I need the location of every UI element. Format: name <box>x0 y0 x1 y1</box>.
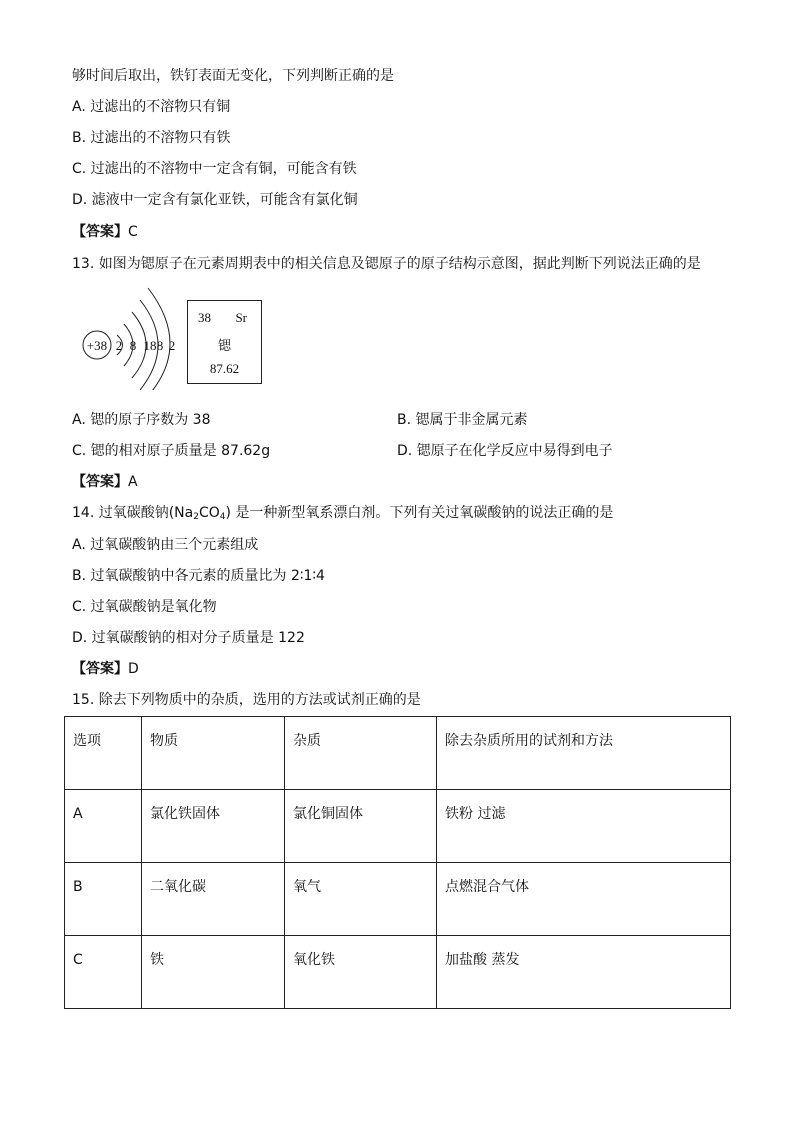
table-header-cell: 物质 <box>142 717 285 790</box>
table-cell: A <box>65 790 142 863</box>
shell-electron-count: 18 <box>143 338 157 353</box>
answer-label: 【答案】 <box>72 474 128 490</box>
q12-option-c: C. 过滤出的不溶物中一定含有铜，可能含有铁 <box>72 161 357 177</box>
answer-value: C <box>128 224 138 240</box>
table-header-row <box>65 717 731 790</box>
atomic-mass: 87.62 <box>209 361 240 376</box>
table-cell: 点燃混合气体 <box>437 863 731 936</box>
q12-stem-tail: 够时间后取出，铁钉表面无变化，下列判断正确的是 <box>72 68 394 84</box>
answer-value: A <box>128 474 138 490</box>
q14-option-d: D. 过氧碳酸钠的相对分子质量是 122 <box>72 630 305 646</box>
q14-stem-prefix: 14. 过氧碳酸钠(Na <box>72 505 194 521</box>
nucleus-charge: +38 <box>86 338 108 353</box>
table-cell: 氧气 <box>285 863 437 936</box>
q14-stem-mid: CO <box>198 505 220 521</box>
q15-stem: 15. 除去下列物质中的杂质，选用的方法或试剂正确的是 <box>72 692 421 708</box>
table-cell: 氯化铜固体 <box>285 790 437 863</box>
q14-answer <box>72 659 139 679</box>
shell-electron-count: 2 <box>115 338 123 353</box>
q12-answer <box>72 222 138 242</box>
table-cell: 加盐酸 蒸发 <box>437 936 731 1009</box>
table-header-cell: 杂质 <box>285 717 437 790</box>
table-cell: 铁 <box>142 936 285 1009</box>
periodic-table-cell <box>187 300 262 384</box>
table-cell: 铁粉 过滤 <box>437 790 731 863</box>
answer-label: 【答案】 <box>72 224 128 240</box>
q13-option-c: C. 锶的相对原子质量是 87.62g <box>72 443 271 459</box>
q13-stem: 13. 如图为锶原子在元素周期表中的相关信息及锶原子的原子结构示意图，据此判断下列说法正确的是 <box>72 256 701 272</box>
q13-option-d: D. 锶原子在化学反应中易得到电子 <box>397 443 613 459</box>
q14-stem <box>72 503 613 527</box>
table-header-cell: 选项 <box>65 717 142 790</box>
q14-stem-suffix: ) 是一种新型氧系漂白剂。下列有关过氧碳酸钠的说法正确的是 <box>225 505 614 521</box>
q12-option-b: B. 过滤出的不溶物只有铁 <box>72 130 231 146</box>
table-row <box>65 863 731 936</box>
table-header-cell: 除去杂质所用的试剂和方法 <box>437 717 731 790</box>
q14-option-a: A. 过氧碳酸钠由三个元素组成 <box>72 537 259 553</box>
shell-electron-count: 2 <box>168 338 176 353</box>
atomic-number: 38 <box>198 310 211 325</box>
q14-option-b: B. 过氧碳酸钠中各元素的质量比为 2∶1∶4 <box>72 568 325 584</box>
q12-option-a: A. 过滤出的不溶物只有铜 <box>72 99 231 115</box>
table-cell: B <box>65 863 142 936</box>
q14-option-c: C. 过氧碳酸钠是氧化物 <box>72 599 217 615</box>
subscript: 2 <box>193 512 199 522</box>
table-cell: 氧化铁 <box>285 936 437 1009</box>
q12-option-d: D. 滤液中一定含有氯化亚铁，可能含有氯化铜 <box>72 192 358 208</box>
table-row <box>65 936 731 1009</box>
element-name: 锶 <box>217 339 231 354</box>
q13-option-a: A. 锶的原子序数为 38 <box>72 412 211 428</box>
table-cell: 氯化铁固体 <box>142 790 285 863</box>
answer-label: 【答案】 <box>72 661 128 677</box>
subscript: 4 <box>219 512 226 522</box>
table-cell: C <box>65 936 142 1009</box>
shell-electron-count: 8 <box>129 338 137 353</box>
shell-electron-count: 8 <box>156 338 164 353</box>
element-symbol: Sr <box>235 310 247 325</box>
answer-value: D <box>128 661 139 677</box>
impurity-removal-table <box>64 716 731 1009</box>
q13-option-b: B. 锶属于非金属元素 <box>397 412 528 428</box>
table-row <box>65 790 731 863</box>
q13-answer <box>72 472 138 492</box>
table-cell: 二氧化碳 <box>142 863 285 936</box>
